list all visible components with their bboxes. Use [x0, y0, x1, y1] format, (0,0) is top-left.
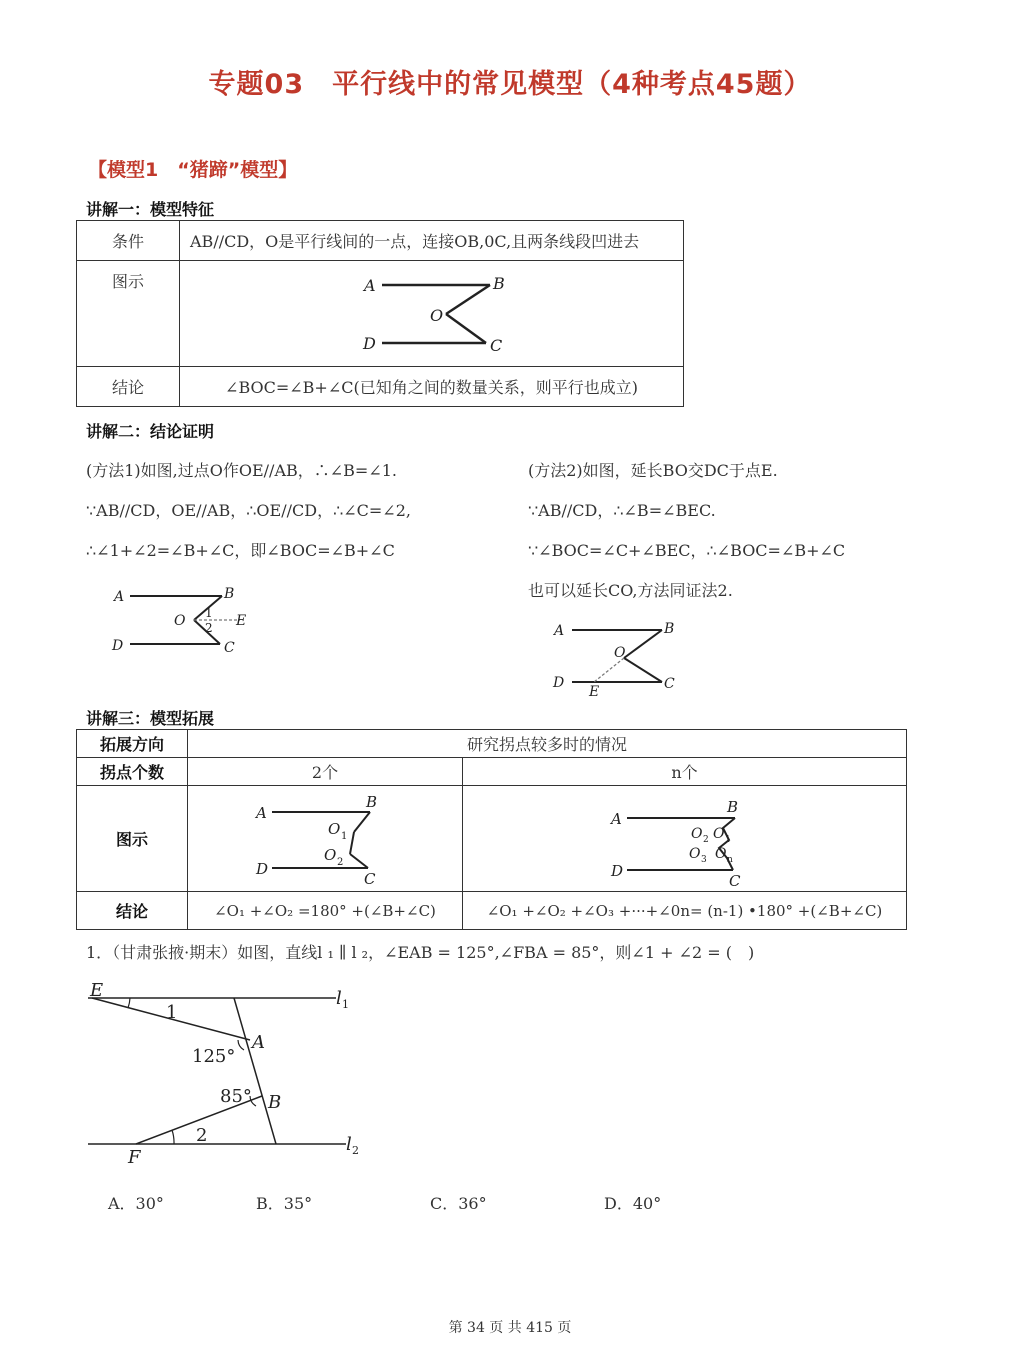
m1-label-o: O	[174, 613, 186, 629]
q-label-a: A	[252, 1032, 265, 1053]
section1-heading: 讲解一：模型特征	[86, 200, 215, 219]
q-label-e: E	[90, 980, 104, 1001]
count-two: 2个	[188, 758, 463, 786]
direction-label: 拓展方向	[77, 730, 188, 758]
en-sub-1: 1	[724, 834, 731, 845]
en-label-o1: O	[712, 825, 724, 842]
option-b: B．35°	[256, 1194, 313, 1213]
feature-table	[76, 220, 684, 407]
ext-conclusion-label: 结论	[77, 892, 188, 930]
en-label-a: A	[610, 809, 622, 828]
e2-sub-2: 2	[337, 856, 344, 868]
count-label: 拐点个数	[77, 758, 188, 786]
proof2-line2: ∵AB//CD，∴∠B=∠BEC.	[528, 501, 716, 520]
proof1-line2: ∵AB//CD，OE//AB，∴OE//CD，∴∠C=∠2,	[86, 501, 411, 520]
option-d: D．40°	[604, 1194, 662, 1213]
m2-label-e: E	[589, 684, 600, 700]
en-label-o2: O	[690, 825, 702, 842]
ext-figure-label: 图示	[77, 786, 188, 892]
m2-label-a: A	[554, 623, 565, 639]
method2-figure	[548, 614, 698, 704]
direction-value: 研究拐点较多时的情况	[188, 730, 907, 758]
label-d: D	[363, 334, 376, 353]
n-turn-figure-cell	[463, 786, 907, 892]
conclusion-two: ∠O₁ +∠O₂ =180° +(∠B+∠C)	[188, 892, 463, 930]
e2-label-o1: O	[328, 819, 341, 838]
condition-label: 条件	[77, 221, 180, 261]
question-figure	[84, 978, 384, 1168]
e2-label-c: C	[364, 869, 376, 886]
option-c: C．36°	[430, 1194, 487, 1213]
section3-heading: 讲解三：模型拓展	[86, 709, 215, 728]
m2-label-b: B	[664, 621, 675, 637]
en-sub-3: 3	[700, 854, 707, 865]
pig-hoof-figure	[360, 269, 560, 359]
en-label-o3: O	[688, 845, 700, 862]
q-label-f: F	[128, 1147, 141, 1168]
m1-label-d: D	[112, 638, 124, 654]
proof1-line3: ∴∠1+∠2=∠B+∠C，即∠BOC=∠B+∠C	[86, 541, 395, 560]
model-heading: 【模型1 “猪蹄”模型】	[88, 159, 298, 181]
page-footer: 第 34 页 共 415 页	[448, 1320, 572, 1336]
conclusion-label: 结论	[77, 367, 180, 407]
q-label-l2-sub: 2	[352, 1144, 359, 1157]
page-title: 专题03 平行线中的常见模型（4种考点45题）	[208, 69, 812, 100]
extension-table	[76, 729, 907, 930]
e2-sub-1: 1	[341, 830, 348, 842]
two-turn-figure-cell	[188, 786, 463, 892]
count-n: n个	[463, 758, 907, 786]
en-sub-n: n	[726, 854, 733, 865]
label-c: C	[490, 336, 503, 355]
en-label-on: O	[714, 845, 726, 862]
e2-label-b: B	[366, 792, 378, 811]
conclusion-n: ∠O₁ +∠O₂ +∠O₃ +···+∠0n= (n-1) •180° +(∠B+∠C)	[463, 892, 907, 930]
label-o: O	[430, 306, 444, 325]
m2-label-o: O	[614, 645, 626, 661]
en-label-c: C	[728, 871, 740, 886]
en-label-d: D	[610, 861, 623, 880]
q-label-l1: l	[336, 988, 342, 1009]
proof2-line3: ∵∠BOC=∠C+∠BEC，∴∠BOC=∠B+∠C	[528, 541, 846, 560]
option-a: A．30°	[108, 1194, 164, 1213]
en-sub-2: 2	[702, 834, 709, 845]
label-b: B	[493, 274, 505, 293]
q-label-l1-sub: 1	[342, 998, 349, 1011]
m1-label-c: C	[224, 640, 235, 656]
conclusion-content: ∠BOC=∠B+∠C(已知角之间的数量关系，则平行也成立)	[180, 367, 684, 407]
m1-label-b: B	[224, 586, 235, 602]
proof2-line1: (方法2)如图，延长BO交DC于点E.	[528, 461, 778, 480]
condition-content: AB//CD，O是平行线间的一点，连接OB,0C,且两条线段凹进去	[180, 221, 684, 261]
en-label-b: B	[726, 797, 738, 816]
two-turn-figure	[250, 792, 400, 886]
e2-label-o2: O	[324, 845, 337, 864]
m1-label-1: 1	[205, 606, 213, 620]
q-label-2: 2	[196, 1125, 208, 1146]
q-label-b: B	[268, 1092, 282, 1113]
q-label-l2: l	[346, 1134, 352, 1155]
m2-label-d: D	[553, 675, 565, 691]
m1-label-e: E	[236, 613, 247, 629]
n-turn-figure	[605, 792, 765, 886]
proof1-line1: (方法1)如图,过点O作OE//AB，∴∠B=∠1.	[86, 461, 398, 480]
m1-label-2: 2	[205, 621, 213, 635]
question-text: 1．（甘肃张掖·期末）如图，直线l ₁ ∥ l ₂，∠EAB = 125°,∠FBA = 85°，则∠1 + ∠2 = ( )	[86, 943, 755, 962]
e2-label-d: D	[256, 859, 269, 878]
figure-label: 图示	[77, 261, 180, 367]
proof2-line4: 也可以延长CO,方法同证法2.	[528, 581, 733, 600]
figure-cell	[180, 261, 684, 367]
q-label-125: 125°	[192, 1046, 236, 1067]
q-label-1: 1	[166, 1002, 178, 1023]
q-label-85: 85°	[220, 1086, 252, 1107]
e2-label-a: A	[256, 803, 267, 822]
label-a: A	[364, 276, 376, 295]
method1-figure	[108, 582, 268, 662]
m2-label-c: C	[664, 676, 675, 692]
section2-heading: 讲解二：结论证明	[86, 422, 215, 441]
m1-label-a: A	[114, 589, 125, 605]
